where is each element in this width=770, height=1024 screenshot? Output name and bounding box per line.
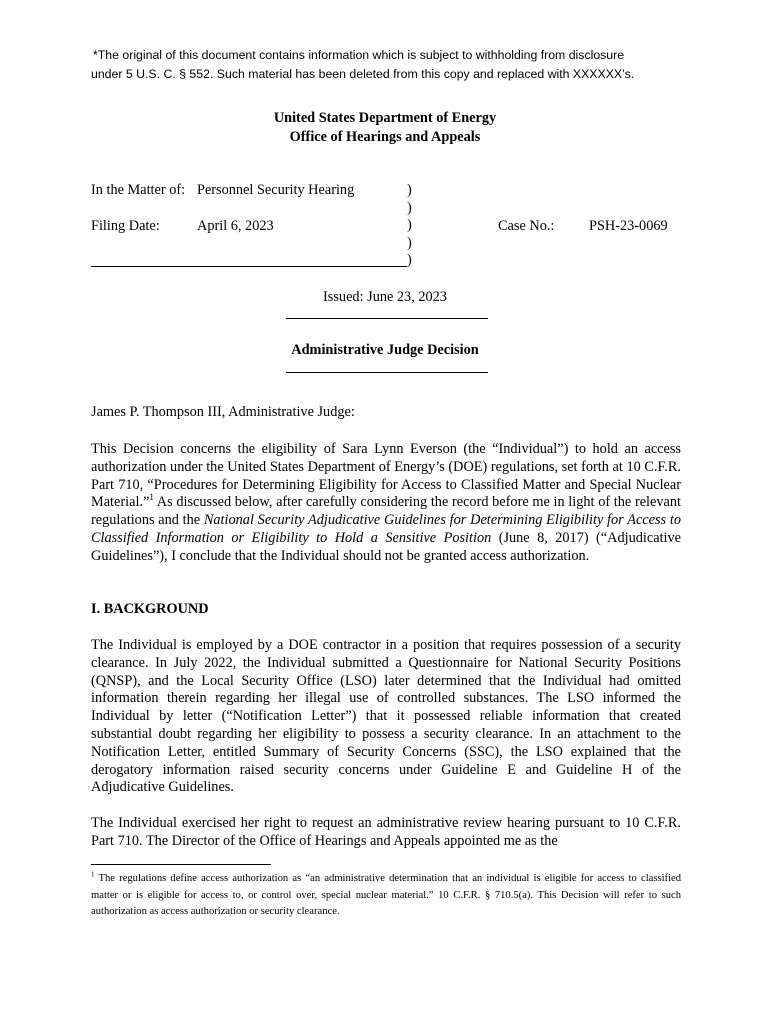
agency-heading: United States Department of Energy bbox=[273, 110, 497, 126]
notice-line-1: *The original of this document contains information which is subject to withholding from disclosure bbox=[93, 48, 625, 62]
section-heading-background: I. BACKGROUND bbox=[91, 601, 209, 617]
caption-underline bbox=[91, 266, 407, 267]
issued-divider bbox=[286, 318, 488, 319]
caption-paren: ) bbox=[407, 182, 412, 198]
intro-text-2: As discussed below, after carefully considering the record before me in light of the relevant regulations and the bbox=[91, 494, 681, 529]
intro-text-3: (June 8, 2017) (“Adjudicative Guidelines”), I conclude that the Individual should not be granted access authorization. bbox=[91, 529, 682, 564]
caption-paren: ) bbox=[407, 252, 412, 268]
issued-date: Issued: June 23, 2023 bbox=[323, 289, 447, 305]
case-number-value: PSH-23-0069 bbox=[589, 218, 668, 234]
withholding-notice bbox=[91, 46, 691, 84]
caption-paren: ) bbox=[407, 199, 412, 216]
caption-paren: ) bbox=[407, 234, 412, 251]
intro-text-1: This Decision concerns the eligibility of Sara Lynn Everson (the “Individual”) to hold an access authorization under the United States Department of Energy’s (DOE) regulations, set forth at 10 C.F.R. Part 710, “Procedures for Determining Eligibility for Access to Classified Matter and Special Nuclear Material.” bbox=[91, 441, 681, 511]
decision-title: Administrative Judge Decision bbox=[291, 342, 479, 358]
matter-value: Personnel Security Hearing bbox=[197, 182, 355, 198]
filing-date-label: Filing Date: bbox=[91, 218, 160, 234]
footnote-divider bbox=[91, 864, 271, 865]
caption-paren: ) bbox=[407, 217, 412, 233]
judge-line: James P. Thompson III, Administrative Judge: bbox=[91, 404, 355, 420]
caption-parentheses bbox=[407, 182, 412, 270]
office-heading: Office of Hearings and Appeals bbox=[289, 129, 481, 145]
footnote bbox=[91, 871, 681, 921]
guidelines-title: National Security Adjudicative Guidelines for Determining Eligibility for Access to Classified Information or Eligibility to Hold a Sensitive Position bbox=[91, 512, 681, 546]
notice-line-2: under 5 U.S. C. § 552. Such material has been deleted from this copy and replaced with XXXXXX’s. bbox=[91, 67, 635, 81]
title-divider bbox=[286, 372, 488, 373]
footnote-number: 1 bbox=[91, 870, 95, 879]
filing-date-value: April 6, 2023 bbox=[197, 218, 274, 234]
background-paragraph-1: The Individual is employed by a DOE contractor in a position that requires possession of a security clearance. In July 2022, the Individual submitted a Questionnaire for National Security Positions (QNSP), and the Local Security Office (LSO) later determined that the Individual had omitted information therein regarding her illegal use of controlled substances. The LSO informed the Individual by letter (“Notification Letter”) that it possessed reliable information that created substantial doubt regarding her eligibility to possess a security clearance. In an attachment to the Notification Letter, entitled Summary of Security Concerns (SSC), the LSO explained that the derogatory information raised security concerns under Guideline E and Guideline H of the Adjudicative Guidelines. bbox=[91, 637, 681, 796]
footnote-text: The regulations define access authorization as “an administrative determination that an individual is eligible for access to classified matter or is eligible for access to, or control over, special nuclear material.” 10 C.F.R. § 710.5(a). This Decision will refer to such authorization as access authorization or security clearance. bbox=[91, 873, 681, 917]
matter-label: In the Matter of: bbox=[91, 182, 186, 198]
case-number-label: Case No.: bbox=[498, 218, 555, 234]
background-paragraph-2: The Individual exercised her right to request an administrative review hearing pursuant to 10 C.F.R. Part 710. The Director of the Office of Hearings and Appeals appointed me as the bbox=[91, 815, 681, 849]
intro-paragraph bbox=[91, 441, 681, 566]
footnote-reference: 1 bbox=[149, 492, 154, 503]
